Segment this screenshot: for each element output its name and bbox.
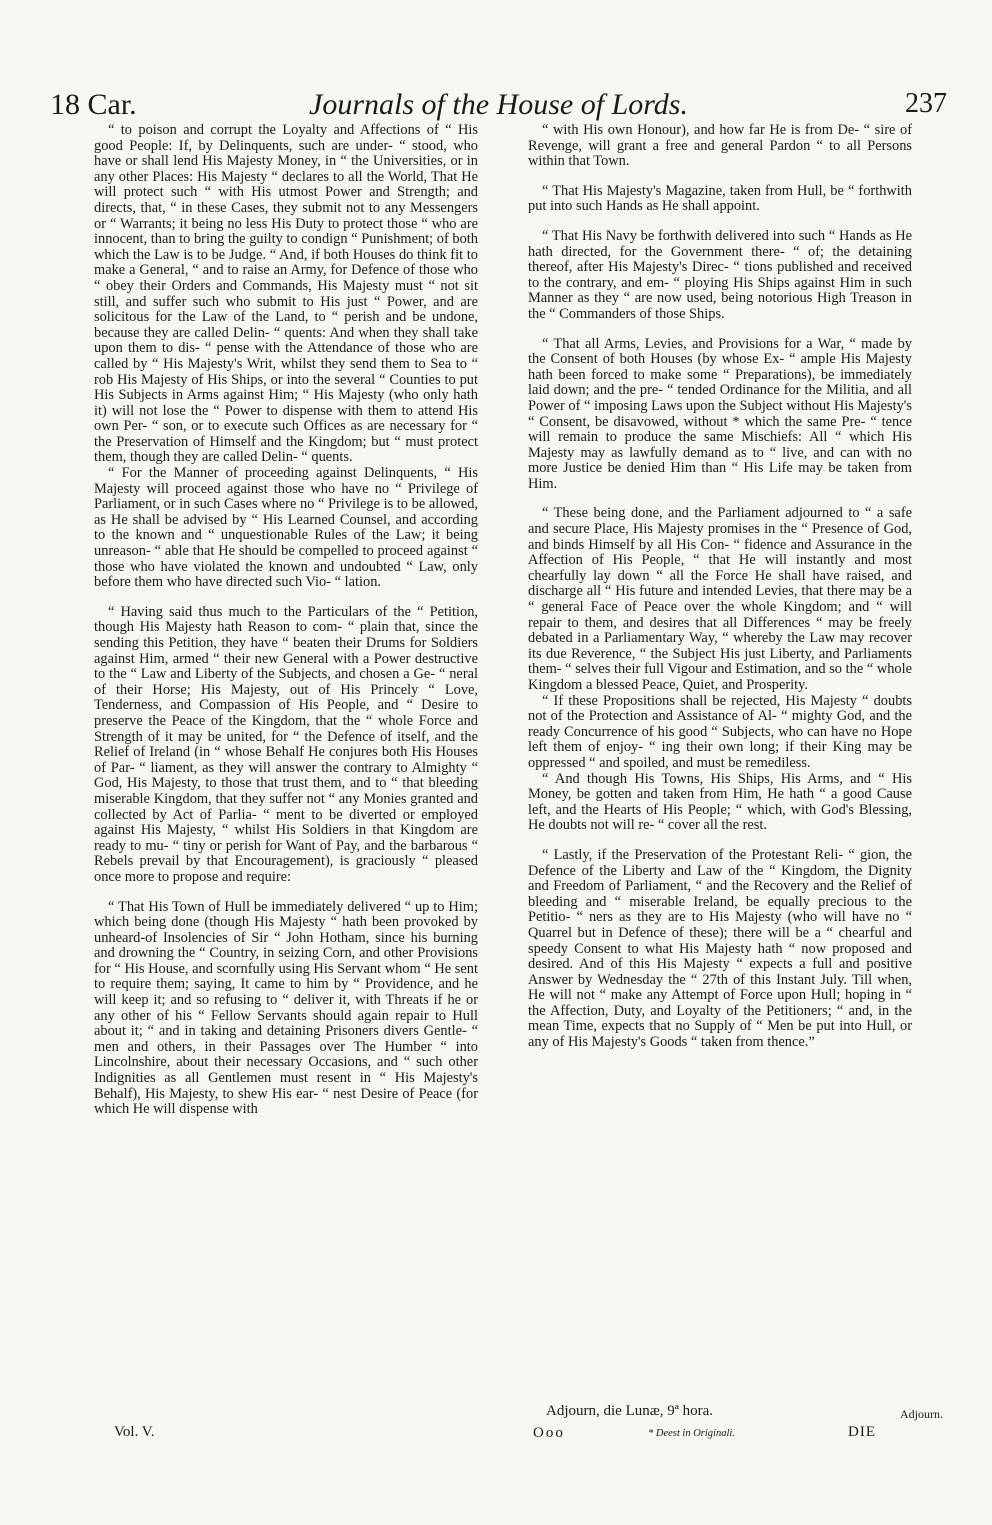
paragraph: “ to poison and corrupt the Loyalty and Affections of “ His good People: If, by Delinquents, such are under- “ stood, who have or shall lend His Majesty Money, in “ the Universities, or in any other Places: His Majesty “ declares to all the World, That He will protect such “ with His utmost Power and Strength; and directs, that, “ in these Cases, they submit not to any Messengers or “ Warrants; it being no less His Duty to protect those “ who are innocent, than to bring the guilty to condign “ Punishment; of both which the Law is to be Judge. “ And, if both Houses do think fit to make a General, “ and to raise an Army, for Defence of those who “ obey their Orders and Commands, His Majesty must “ not sit still, and suffer such who submit to His just “ Power, and are solicitous for the Law of the Land, to “ perish and be undone, because they are called Delin- “ quents: And when they shall take upon them to dis- “ pense with the Attendance of those who are called by “ His Majesty's Writ, whilst they send them to Sea to “ rob His Majesty of His Ships, or into the several “ Counties to put His Subjects in Arms against Him; “ His Majesty (who only hath it) will not lose the “ Power to dispense with them to attend His own Per- “ son, or to execute such Offices as are necessary for “ the Preservation of Himself and the Kingdom; but “ must protect them, though they are called Delin- “ quents. — [94, 122, 478, 466]
margin-note: Adjourn. — [900, 1407, 943, 1421]
catchword: DIE — [848, 1424, 876, 1440]
signature-mark: Ooo — [533, 1425, 565, 1441]
paragraph: “ That His Majesty's Magazine, taken from Hull, be “ forthwith put into such Hands as He shall appoint. — [528, 182, 912, 215]
footnote: * Deest in Originali. — [648, 1428, 735, 1439]
paragraph: “ That His Town of Hull be immediately delivered “ up to Him; which being done (though His Majesty “ hath been provoked by unheard-of Insolencies of Sir “ John Hotham, since his burning and drowning the “ Country, in seizing Corn, and other Provisions for “ His House, and scornfully using His Servant whom “ He sent to require them; saying, It came to him by “ Providence, and he will keep it; and so refusing to “ deliver it, with Threats if he or any other of his “ Fellow Servants should again repair to Hull about it; “ and in taking and detaining Prisoners divers Gentle- “ men and others, in their Passages over The Humber “ into Lincolnshire, about their necessary Occasions, and “ such other Indignities as all Gentlemen must resent in “ His Majesty's Behalf), His Majesty, to shew His ear- “ nest Desire of Peace (for which He will dispense with — [94, 898, 478, 1118]
paragraph: “ Lastly, if the Preservation of the Protestant Reli- “ gion, the Defence of the Liberty and Law of the “ Kingdom, the Dignity and Freedom of Parliament, “ and the Recovery and the Relief of bleeding and “ miserable Ireland, be equally precious to the Petitio- “ ners as they are to His Majesty (who will have no “ Quarrel but in Defence of these); there will be a “ chearful and speedy Consent to what His Majesty hath “ now proposed and desired. And of this His Majesty “ expects a full and positive Answer by Wednesday the “ 27th of this Instant July. Till when, He will not “ make any Attempt of Force upon Hull; hoping in “ the Affection, Duty, and Loyalty of the Petitioners; “ and, in the mean Time, expects that no Supply of “ Men be put into Hull, or any of His Majesty's Goods “ taken from thence.” — [528, 846, 912, 1051]
paragraph: “ If these Propositions shall be rejected, His Majesty “ doubts not of the Protection and Assistance of Al- “ mighty God, and the ready Concurrence of his good “ Subjects, who can have no Hope left them of enjoy- “ ing their own long; if their King may be oppressed “ and spoiled, and must be remediless. — [528, 692, 912, 771]
adjournment-line: Adjourn, die Lunæ, 9ª hora. — [546, 1403, 714, 1419]
paragraph: “ And though His Towns, His Ships, His Arms, and “ His Money, be gotten and taken from Him, He hath “ a good Cause left, and the Hearts of His People; “ which, with God's Blessing, He doubts not will re- “ cover all the rest. — [528, 770, 912, 834]
journal-title: Journals of the House of Lords. — [309, 88, 688, 121]
paragraph: “ with His own Honour), and how far He is from De- “ sire of Revenge, will grant a free and general Pardon “ to all Persons within that Town. — [528, 122, 912, 170]
paragraph: “ That all Arms, Levies, and Provisions for a War, “ made by the Consent of both Houses (by whose Ex- “ ample His Majesty hath been forced to make some “ Preparations), be immediately laid down; and the pre- “ tended Ordinance for the Militia, and all Power of “ imposing Laws upon the Subject without His Majesty's “ Consent, be disavowed, without * which the same Pre- “ tence will remain to produce the same Mischiefs: All “ which His Majesty may as lawfully demand as to “ live, and can with no more Justice be denied Him than “ His Life may be taken from Him. — [528, 335, 912, 492]
paragraph: “ For the Manner of proceeding against Delinquents, “ His Majesty will proceed against those who have no “ Privilege of Parliament, or in such Cases where no “ Privilege is to be allowed, as He shall be advised by “ His Learned Counsel, and according to the known and “ unquestionable Rules of the Law; it being unreason- “ able that He should be compelled to proceed against “ those who have violated the known and undoubted “ Law, only before them who have directed such Vio- “ lation. — [94, 465, 478, 591]
paragraph: “ Having said thus much to the Particulars of the “ Petition, though His Majesty hath Reason to com- “ plain that, since the sending this Petition, they have “ beaten their Drums for Soldiers against Him, armed “ their new General with a Power destructive to the “ Law and Liberty of the Subjects, and chosen a Ge- “ neral of their Horse; His Majesty, out of His Princely “ Love, Tenderness, and Compassion of His People, and “ Desire to preserve the Peace of the Kingdom, that the “ whole Force and Strength of it may be united, for “ the Defence of itself, and the Relief of Ireland (in “ whose Behalf He conjures both His Houses of Par- “ liament, as they will answer the contrary to Almighty “ God, His Majesty, to those that trust them, and to “ that bleeding miserable Kingdom, that they suffer not “ any Monies granted and collected by Act of Parlia- “ ment to be diverted or employed against His Majesty, “ whilst His Soldiers in that Kingdom are ready to mu- “ tiny or perish for Want of Pay, and the barbarous “ Rebels prevail by that Encouragement), is graciously “ pleased once more to propose and require: — [94, 603, 478, 885]
regnal-year: 18 Car. — [50, 88, 137, 121]
paragraph: “ These being done, and the Parliament adjourned to “ a safe and secure Place, His Majesty promises in the “ Presence of God, and binds Himself by all His Con- “ fidence and Assurance in the Affection of His People, “ that He will instantly and most chearfully lay down “ all the Force He shall have raised, and discharge all “ His future and intended Levies, that there may be a “ general Face of Peace over the whole Kingdom; and “ will repair to them, and desires that all Differences “ may be freely debated in a Parliamentary Way, “ whereby the Law may recover its due Reverence, “ the Subject His just Liberty, and Parliaments them- “ selves their full Vigour and Estimation, and so the “ whole Kingdom a blessed Peace, Quiet, and Prosperity. — [528, 505, 912, 693]
paragraph: “ That His Navy be forthwith delivered into such “ Hands as He hath directed, for the Government there- “ of; the detaining thereof, after His Majesty's Direc- “ tions published and received to the contrary, and em- “ ploying His Ships against Him in such Manner as they “ are now used, being notorious High Treason in the “ Commanders of those Ships. — [528, 227, 912, 322]
volume-label: Vol. V. — [114, 1424, 155, 1440]
left-column — [94, 123, 478, 1118]
page-number: 237 — [905, 88, 947, 119]
right-column — [528, 123, 912, 1051]
